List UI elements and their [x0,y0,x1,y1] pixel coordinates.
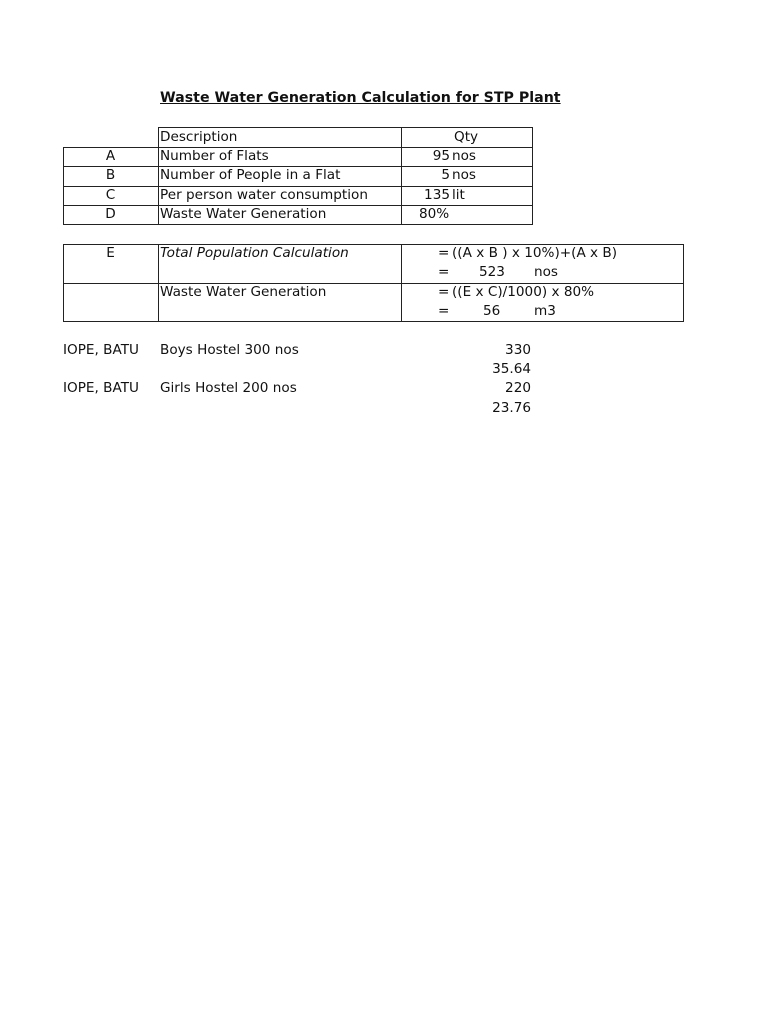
formula-text: ((E x C)/1000) x 80% [452,284,595,300]
result-value: 523 [479,264,505,280]
hostel-label: Girls Hostel 200 nos [160,380,297,396]
row-description: Per person water consumption [160,187,368,203]
page-title: Waste Water Generation Calculation for STP Plant [160,90,561,106]
org-label: IOPE, BATU [63,342,139,358]
row-description: Number of People in a Flat [160,167,341,183]
result-value: 56 [483,303,501,319]
equals-sign: = [438,264,450,280]
row-value: 80% [419,206,450,222]
result-unit: m3 [534,303,556,319]
row-key: A [105,148,116,164]
row-value: 135 [424,187,450,203]
column-header-qty: Qty [454,129,479,145]
row-unit: nos [452,148,477,164]
row-description: Total Population Calculation [160,245,349,261]
formula-text: ((A x B ) x 10%)+(A x B) [452,245,618,261]
row-key: B [105,167,116,183]
column-header-description: Description [160,129,238,145]
row-description: Number of Flats [160,148,269,164]
hostel-value-primary: 220 [505,380,531,396]
hostel-value-secondary: 35.64 [492,361,531,377]
column-divider [158,127,159,225]
org-label: IOPE, BATU [63,380,139,396]
row-unit: nos [452,167,477,183]
row-unit: lit [452,187,465,203]
row-key: D [105,206,116,222]
equals-sign: = [438,284,450,300]
row-description: Waste Water Generation [160,284,327,300]
row-value: 5 [441,167,450,183]
equals-sign: = [438,245,450,261]
row-key: C [105,187,116,203]
hostel-value-secondary: 23.76 [492,400,531,416]
column-divider [401,244,402,322]
result-unit: nos [534,264,559,280]
row-key: E [106,245,115,261]
row-value: 95 [432,148,450,164]
equals-sign: = [438,303,450,319]
hostel-value-primary: 330 [505,342,531,358]
column-divider [158,244,159,322]
hostel-label: Boys Hostel 300 nos [160,342,299,358]
row-description: Waste Water Generation [160,206,327,222]
